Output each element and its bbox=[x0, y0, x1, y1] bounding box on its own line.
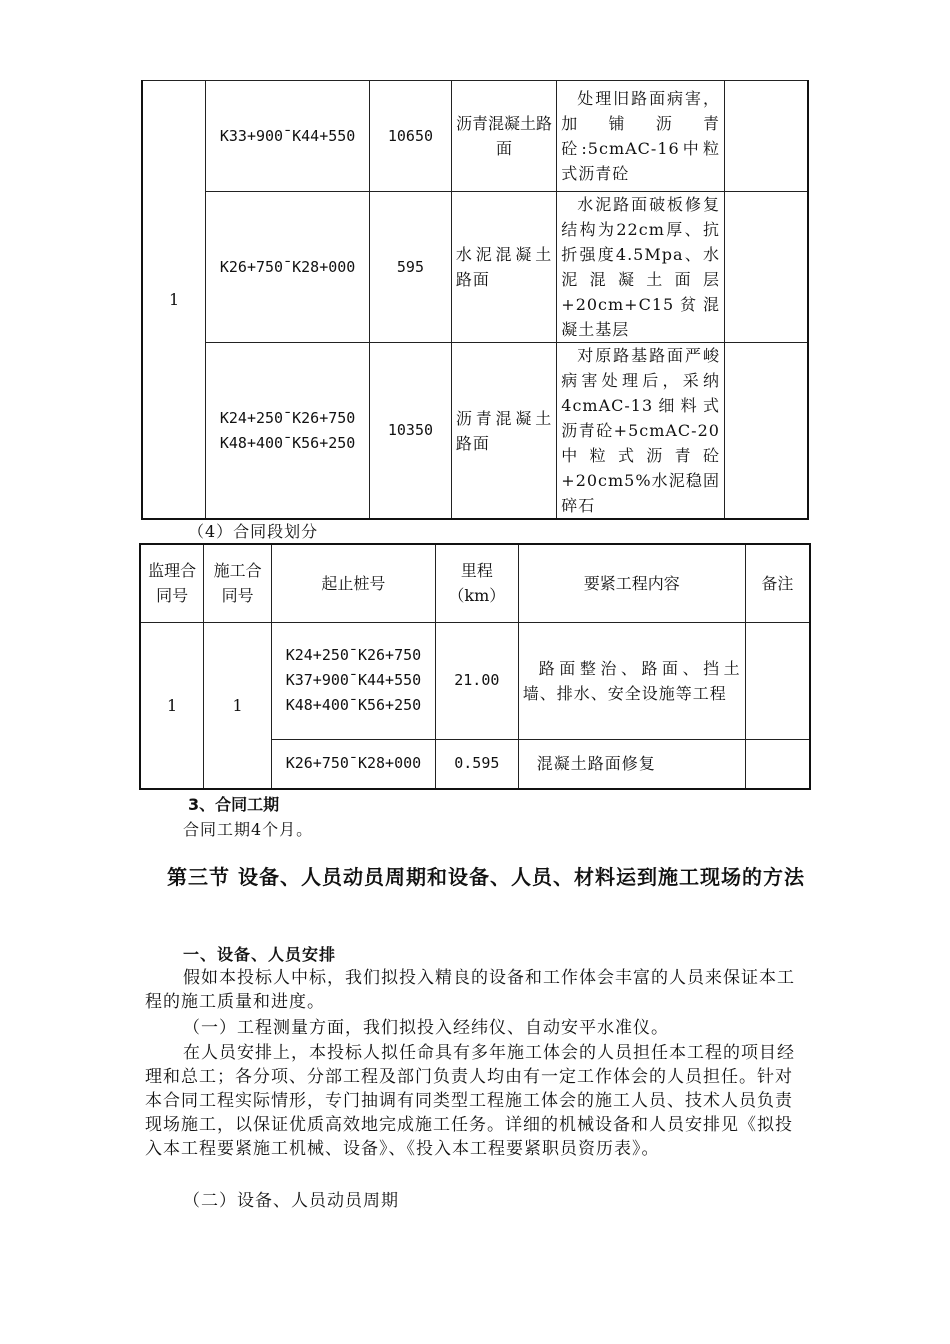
content-cell: 混凝土路面修复 bbox=[518, 739, 745, 789]
stake-cell: K26+750¯K28+000 bbox=[272, 739, 436, 789]
length-cell: 595 bbox=[370, 192, 452, 343]
header-stake: 起止桩号 bbox=[272, 544, 436, 622]
stake-line-2: K37+900¯K44+550 bbox=[285, 671, 422, 689]
content-cell: 处理旧路面病害，加铺沥青砼:5cmAC-16中粒式沥青砼 bbox=[557, 81, 725, 192]
remark-cell bbox=[724, 81, 808, 192]
content-cell: 水泥路面破板修复结构为22cm厚、抗折强度4.5Mpa、水泥混凝土面层+20cm+C15贫混凝土基层 bbox=[557, 192, 725, 343]
length-cell: 10350 bbox=[370, 343, 452, 520]
surface-cell: 沥青混凝土路面 bbox=[451, 343, 556, 520]
remarks-cell bbox=[745, 622, 810, 739]
paragraph-staffing: 在人员安排上，本投标人拟任命具有多年施工体会的人员担任本工程的项目经理和总工；各分项、分部工程及部门负责人均由有一定工作体会的人员担任。针对本合同工程实际情形，专门抽调有同类型工程施工体会的施工人员、技术人员负责现场施工，以保证优质高效地完成施工任务。详细的机械设备和人员安排见《拟投入本工程要紧施工机械、设备》、《投入本工程要紧职员资历表》。 bbox=[145, 1043, 795, 1159]
section-line-1: K24+250¯K26+750 bbox=[219, 408, 356, 427]
header-construction: 施工合同号 bbox=[204, 544, 272, 622]
project-table-continued bbox=[141, 80, 809, 520]
contract-period-title: 3、合同工期 bbox=[188, 795, 280, 814]
length-cell: 10650 bbox=[370, 81, 452, 192]
surface-cell: 水泥混凝土路面 bbox=[451, 192, 556, 343]
header-mileage: 里程（km） bbox=[435, 544, 518, 622]
paragraph-intro: 假如本投标人中标，我们拟投入精良的设备和工作体会丰富的人员来保证本工程的施工质量和进度。 bbox=[145, 968, 795, 1012]
section-cell: K26+750¯K28+000 bbox=[206, 192, 370, 343]
supervision-cell: 1 bbox=[140, 622, 204, 789]
contract-division-table bbox=[139, 543, 811, 790]
contract-period-text: 合同工期4个月。 bbox=[183, 820, 314, 839]
mileage-cell: 0.595 bbox=[435, 739, 518, 789]
section-cell: K33+900¯K44+550 bbox=[206, 81, 370, 192]
section-3-heading: 第三节 设备、人员动员周期和设备、人员、材料运到施工现场的方法 bbox=[167, 865, 805, 889]
part-1-title: 一、设备、人员安排 bbox=[183, 945, 337, 964]
remarks-cell bbox=[745, 739, 810, 789]
mileage-cell: 21.00 bbox=[435, 622, 518, 739]
section-4-title: （4）合同段划分 bbox=[188, 522, 319, 541]
remark-cell bbox=[724, 192, 808, 343]
stake-line-1: K24+250¯K26+750 bbox=[285, 646, 422, 664]
header-content: 要紧工程内容 bbox=[518, 544, 745, 622]
paragraph-mobilization: （二）设备、人员动员周期 bbox=[183, 1191, 399, 1211]
section-line-2: K48+400¯K56+250 bbox=[219, 433, 356, 452]
stake-cell bbox=[272, 622, 436, 739]
content-cell: 对原路基路面严峻病害处理后，采纳4cmAC-13细料式沥青砼+5cmAC-20中粒式沥青砼+20cm5%水泥稳固碎石 bbox=[557, 343, 725, 520]
remark-cell bbox=[724, 343, 808, 520]
section-cell bbox=[206, 343, 370, 520]
header-supervision: 监理合同号 bbox=[140, 544, 204, 622]
stake-line-3: K48+400¯K56+250 bbox=[285, 696, 422, 714]
paragraph-survey: （一）工程测量方面，我们拟投入经纬仪、自动安平水准仪。 bbox=[183, 1018, 669, 1038]
header-remarks: 备注 bbox=[745, 544, 810, 622]
construction-cell: 1 bbox=[204, 622, 272, 789]
group-number-cell: 1 bbox=[142, 81, 206, 520]
surface-cell: 沥青混凝土路面 bbox=[451, 81, 556, 192]
content-cell: 路面整治、路面、挡土墙、排水、安全设施等工程 bbox=[518, 622, 745, 739]
